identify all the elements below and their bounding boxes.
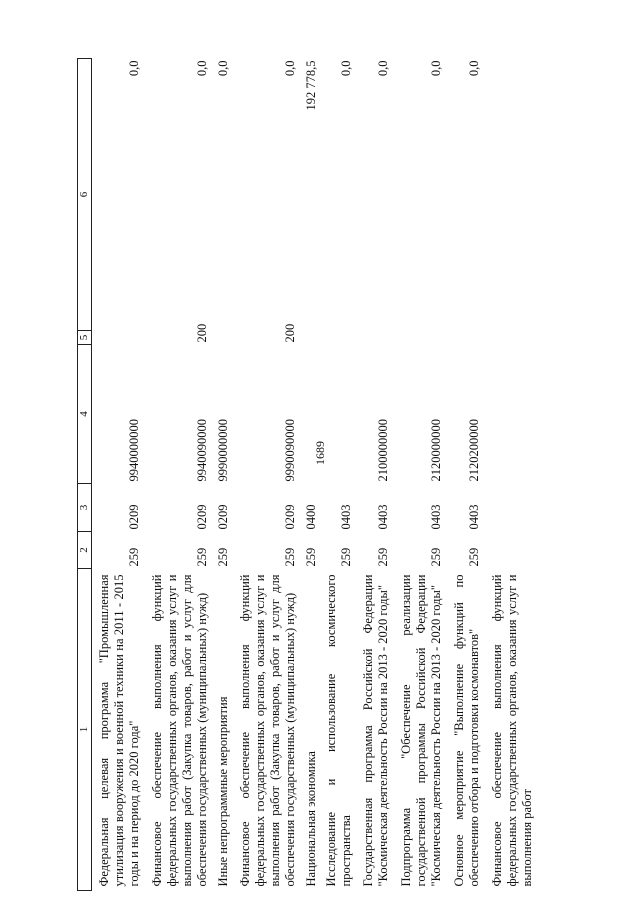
budget-table: [77, 58, 538, 891]
row-ministry: 259: [283, 547, 298, 567]
row-ministry: 259: [339, 547, 354, 567]
row-target: 9990090000: [283, 419, 298, 482]
row-kind: 200: [195, 323, 210, 343]
table-row: [321, 59, 356, 891]
row-section: 0403: [467, 504, 482, 530]
row-name: Подпрограмма "Обеспечение реализации государственной программы Российской Федерации "Космическая деятельность России на 2013 - 2020 годы": [399, 574, 444, 887]
row-amount: [485, 59, 538, 331]
row-section: [485, 484, 538, 532]
row-section: 0400: [304, 504, 319, 530]
row-amount: 0,0: [376, 60, 391, 77]
row-section: 0209: [195, 504, 210, 530]
row-kind: [92, 331, 146, 345]
row-target: 2120200000: [467, 419, 482, 482]
row-name: Финансовое обеспечение выполнения функций федеральных государственных органов, оказания услуг и выполнения работ: [490, 574, 535, 887]
table-row: [447, 59, 485, 891]
row-target: 2120000000: [429, 419, 444, 482]
row-name: Финансовое обеспечение выполнения функций федеральных государственных органов, оказания услуг и выполнения работ (Закупка товаров, работ и услуг для обеспечения государственных (муниципальных) нужд): [238, 574, 298, 887]
row-ministry: 259: [467, 547, 482, 567]
row-ministry: [485, 532, 538, 569]
row-target: [301, 345, 321, 484]
row-section: 0209: [127, 504, 142, 530]
row-kind: 200: [283, 323, 298, 343]
row-target: 9940000000: [127, 419, 142, 482]
rotated-table-frame: [77, 59, 557, 891]
row-ministry: 259: [195, 547, 210, 567]
row-kind: [356, 331, 394, 345]
row-amount: 0,0: [467, 60, 482, 77]
col-header-3: 3: [78, 484, 92, 532]
row-ministry: 259: [127, 547, 142, 567]
table-row: [92, 59, 146, 891]
row-kind: [447, 331, 485, 345]
row-target: [485, 345, 538, 484]
col-header-2: 2: [78, 532, 92, 569]
row-name: Финансовое обеспечение выполнения функций федеральных государственных органов, оказания услуг и выполнения работ (Закупка товаров, работ и услуг для обеспечения государственных (муниципальных) нужд): [150, 574, 210, 887]
col-header-5: 5: [78, 331, 92, 345]
row-amount: 0,0: [127, 60, 142, 77]
row-amount: 0,0: [195, 60, 210, 77]
row-kind: [301, 331, 321, 345]
row-target: 9940090000: [195, 419, 210, 482]
row-name: Федеральная целевая программа "Промышленная утилизация вооружения и военной техники на 2011 - 2015 годы и на период до 2020 года": [97, 574, 142, 887]
row-name: Государственная программа Российской Федерации "Космическая деятельность России на 2013 - 2020 годы": [361, 574, 391, 887]
row-section: 0209: [283, 504, 298, 530]
row-kind: [213, 331, 233, 345]
row-name: Национальная экономика: [304, 751, 319, 887]
row-amount: 0,0: [283, 60, 298, 77]
row-section: 0209: [216, 504, 231, 530]
row-kind: [485, 331, 538, 345]
row-section: 0403: [376, 504, 391, 530]
row-amount: 192 778,5: [304, 60, 319, 111]
budget-table-container: [77, 59, 557, 891]
table-row: [356, 59, 394, 891]
table-row: [301, 59, 321, 891]
row-amount: 0,0: [216, 60, 231, 77]
row-amount: 0,0: [339, 60, 354, 77]
col-header-4: 4: [78, 345, 92, 484]
row-name: Основное мероприятие "Выполнение функций по обеспечению отбора и подготовки космонавтов": [452, 574, 482, 887]
table-row: [485, 59, 538, 891]
row-name: Исследование и использование космического пространства: [324, 574, 354, 887]
row-kind: [394, 331, 447, 345]
col-header-6: 6: [78, 59, 92, 331]
row-ministry: 259: [304, 547, 319, 567]
table-row: [394, 59, 447, 891]
table-row: [213, 59, 233, 891]
row-section: 0403: [339, 504, 354, 530]
row-target: 2100000000: [376, 419, 391, 482]
row-ministry: 259: [216, 547, 231, 567]
row-kind: [321, 331, 356, 345]
row-section: 0403: [429, 504, 444, 530]
row-target: [321, 345, 356, 484]
table-row: [145, 59, 213, 891]
column-number-header: [78, 59, 92, 891]
row-name: Иные непрограммные мероприятия: [216, 696, 231, 887]
row-ministry: 259: [429, 547, 444, 567]
col-header-1: 1: [78, 569, 92, 891]
page-number: 1689: [313, 441, 327, 465]
row-ministry: 259: [376, 547, 391, 567]
table-row: [233, 59, 301, 891]
row-target: 9990000000: [216, 419, 231, 482]
row-amount: 0,0: [429, 60, 444, 77]
